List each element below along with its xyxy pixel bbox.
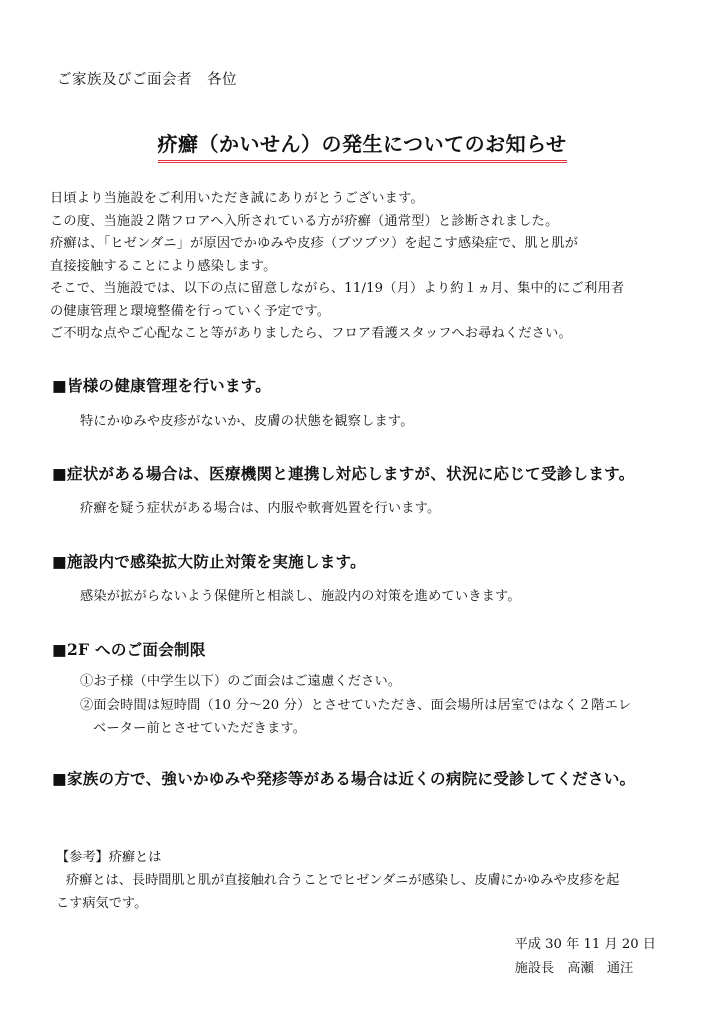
section-body-health-management: 特にかゆみや皮疹がないか、皮膚の状態を観察します。 <box>80 414 414 429</box>
restriction-item-continuation: ベーター前とさせていただきます。 <box>93 721 307 736</box>
section-heading-visit-restriction: ■2F へのご面会制限 <box>52 640 206 659</box>
intro-line: 日頃より当施設をご利用いただき誠にありがとうございます。 <box>50 191 424 206</box>
reference-line: こす病気です。 <box>56 896 148 911</box>
signature-author: 施設長 高瀬 通汪 <box>514 961 634 976</box>
section-body-symptoms: 疥癬を疑う症状がある場合は、内服や軟膏処置を行います。 <box>80 501 441 516</box>
intro-paragraph <box>50 188 624 346</box>
section-body-infection-control: 感染が拡がらないよう保健所と相談し、施設内の対策を進めていきます。 <box>80 589 521 604</box>
restriction-item: ①お子様（中学生以下）のご面会はご遠慮ください。 <box>80 674 402 689</box>
intro-line: ご不明な点やご心配なこと等がありましたら、フロア看護スタッフへお尋ねください。 <box>50 326 572 341</box>
title-container <box>0 128 724 163</box>
page-title: 疥癬（かいせん）の発生についてのお知らせ <box>158 128 567 163</box>
recipient-line: ご家族及びご面会者 各位 <box>57 72 237 88</box>
section-heading-symptoms: ■症状がある場合は、医療機関と連携し対応しますが、状況に応じて受診します。 <box>52 464 635 483</box>
intro-line: の健康管理と環境整備を行っていく予定です。 <box>50 303 331 319</box>
reference-block <box>56 846 619 915</box>
restriction-item: ②面会時間は短時間（10 分～20 分）とさせていただき、面会場所は居室ではなく２階エレ <box>80 698 632 713</box>
section-heading-family-advice: ■家族の方で、強いかゆみや発疹等がある場合は近くの病院に受診してください。 <box>52 769 636 788</box>
intro-line: 疥癬は、「ヒゼンダニ」が原因でかゆみや皮疹（ブツブツ）を起こす感染症で、肌と肌が <box>50 236 579 251</box>
intro-line: 直接接触することにより感染します。 <box>50 258 277 274</box>
intro-line: この度、当施設２階フロアへ入所されている方が疥癬（通常型）と診断されました。 <box>50 213 559 229</box>
intro-line: そこで、当施設では、以下の点に留意しながら、11/19（月）より約１ヵ月、集中的にご利用者 <box>50 281 625 296</box>
signature-date: 平成 30 年 11 月 20 日 <box>514 937 656 952</box>
section-heading-health-management: ■皆様の健康管理を行います。 <box>52 376 272 395</box>
signature-block <box>515 933 656 981</box>
reference-line: 疥癬とは、長時間肌と肌が直接触れ合うことでヒゼンダニが感染し、皮膚にかゆみや皮疹を起 <box>66 873 620 888</box>
section-heading-infection-control: ■施設内で感染拡大防止対策を実施します。 <box>52 552 366 571</box>
reference-label: 【参考】疥癬とは <box>56 850 162 865</box>
